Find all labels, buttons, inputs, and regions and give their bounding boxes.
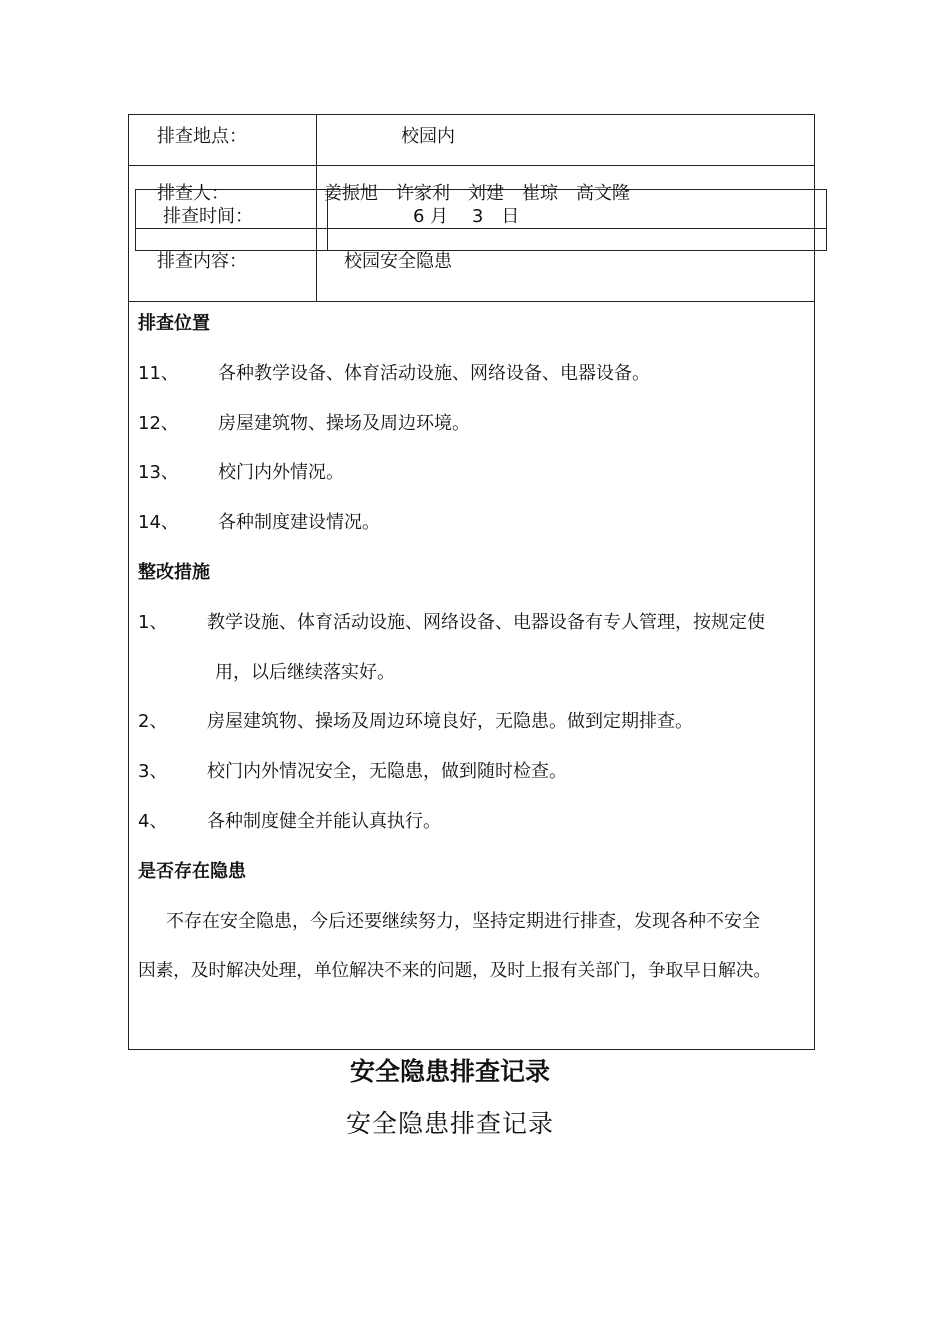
inspectors-value: 姜振旭 许家利 刘建 崔琼 高文隆 xyxy=(324,183,630,204)
position-number: 12、 xyxy=(138,413,179,434)
position-number: 14、 xyxy=(138,512,179,533)
positions-heading: 排查位置 xyxy=(138,313,210,334)
hazard-paragraph-line-2: 因素，及时解决处理，单位解决不来的问题，及时上报有关部门，争取早日解决。 xyxy=(138,960,771,981)
position-text: 各种制度建设情况。 xyxy=(218,512,380,533)
document-title-serif: 安全隐患排查记录 xyxy=(345,1109,554,1138)
measure-text: 房屋建筑物、操场及周边环境良好，无隐患。做到定期排查。 xyxy=(207,711,693,732)
hazard-paragraph-line-1: 不存在安全隐患，今后还要继续努力，坚持定期进行排查，发现各种不安全 xyxy=(166,911,760,932)
measure-number: 2、 xyxy=(138,711,168,732)
measure-number: 4、 xyxy=(138,811,168,832)
position-number: 11、 xyxy=(138,363,179,384)
location-value: 校园内 xyxy=(401,126,455,147)
time-row-divider xyxy=(135,228,827,229)
position-text: 房屋建筑物、操场及周边环境。 xyxy=(218,413,470,434)
measures-heading: 整改措施 xyxy=(138,562,210,583)
measure-number: 3、 xyxy=(138,761,168,782)
table-row-divider xyxy=(128,165,815,166)
inspectors-label: 排查人： xyxy=(157,183,229,204)
location-label: 排查地点： xyxy=(157,126,247,147)
measure-text: 校门内外情况安全，无隐患，做到随时检查。 xyxy=(207,761,567,782)
document-title-bold: 安全隐患排查记录 xyxy=(349,1057,550,1086)
table-row-divider xyxy=(128,301,815,302)
measure-text-continued: 用，以后继续落实好。 xyxy=(215,662,395,683)
hazard-heading: 是否存在隐患 xyxy=(138,861,246,882)
position-text: 各种教学设备、体育活动设施、网络设备、电器设备。 xyxy=(218,363,650,384)
content-value: 校园安全隐患 xyxy=(344,251,452,272)
time-value: 6 月 3 日 xyxy=(413,206,520,227)
measure-text: 教学设施、体育活动设施、网络设备、电器设备有专人管理，按规定使 xyxy=(207,612,765,633)
position-number: 13、 xyxy=(138,462,179,483)
measure-text: 各种制度健全并能认真执行。 xyxy=(207,811,441,832)
position-text: 校门内外情况。 xyxy=(218,462,344,483)
time-label: 排查时间： xyxy=(163,206,253,227)
content-label: 排查内容： xyxy=(157,251,247,272)
measure-number: 1、 xyxy=(138,612,168,633)
